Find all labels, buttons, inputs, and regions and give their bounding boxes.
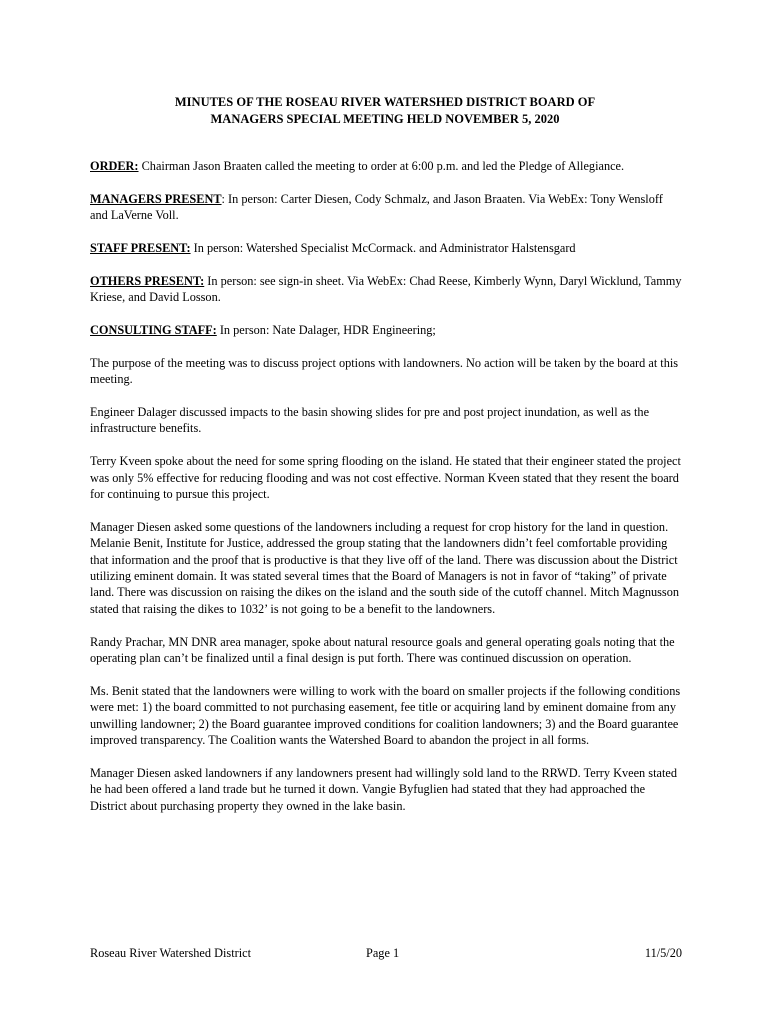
- managers-present-section: [90, 191, 682, 224]
- order-text: Chairman Jason Braaten called the meeting to order at 6:00 p.m. and led the Pledge of Allegiance.: [138, 159, 625, 173]
- title-line-1: MINUTES OF THE ROSEAU RIVER WATERSHED DISTRICT BOARD OF: [174, 95, 596, 109]
- page-footer: [90, 946, 682, 964]
- others-present-section: [90, 273, 682, 306]
- body-paragraph: The purpose of the meeting was to discuss project options with landowners. No action will be taken by the board at this meeting.: [90, 355, 679, 387]
- body-paragraph: Manager Diesen asked landowners if any landowners present had willingly sold land to the RRWD. Terry Kveen stated he had been offered a land trade but he turned it down. Vangie Byfuglien had stated that they had approached the District about purchasing property they owned in the lake basin.: [90, 765, 677, 813]
- footer-page-number: Page 1: [366, 946, 400, 960]
- body-paragraph: Randy Prachar, MN DNR area manager, spoke about natural resource goals and general operating goals noting that the operating plan can’t be finalized until a final design is put forth. There was continued discussion on operation.: [90, 634, 675, 666]
- body-paragraph: Terry Kveen spoke about the need for some spring flooding on the island. He stated that their engineer stated the project was only 5% effective for reducing flooding and was not cost effective. Norman Kveen stated that they resent the board for continuing to pursue this project.: [90, 454, 681, 502]
- order-section: [90, 158, 682, 174]
- body-paragraph: Engineer Dalager discussed impacts to the basin showing slides for pre and post project inundation, as well as the infrastructure benefits.: [90, 405, 650, 436]
- footer-organization: Roseau River Watershed District: [90, 946, 251, 960]
- order-label: ORDER:: [90, 159, 139, 173]
- staff-present-label: STAFF PRESENT:: [90, 241, 191, 255]
- others-present-text: In person: see sign-in sheet. Via WebEx: Chad Reese, Kimberly Wynn, Daryl Wicklund, Tammy Kriese, and David Losson.: [90, 273, 682, 305]
- staff-present-section: [90, 240, 682, 256]
- consulting-staff-section: [90, 322, 682, 338]
- body-paragraph: Manager Diesen asked some questions of the landowners including a request for crop history for the land in question. Melanie Benit, Institute for Justice, addressed the group stating that the landowners didn’t feel comfortable providing that information and the proof that is productive is that they live off of the land. There was discussion about the District utilizing eminent domain. It was stated several times that the Board of Managers is not in favor of “taking” of private land. There was discussion on raising the dikes on the island and the south side of the cutoff channel. Mitch Magnusson stated that raising the dikes to 1032’ is not going to be a benefit to the landowners.: [90, 519, 680, 616]
- consulting-staff-text: In person: Nate Dalager, HDR Engineering;: [216, 323, 436, 337]
- body-paragraph: Ms. Benit stated that the landowners were willing to work with the board on smaller projects if the following conditions were met: 1) the board committed to not purchasing easement, fee title or acquiring land by eminent domaine from any unwilling landowner; 2) the Board guarantee improved conditions for coalition landowners; 3) and the Board guarantee improved transparency. The Coalition wants the Watershed Board to abandon the project in all forms.: [90, 683, 681, 748]
- consulting-staff-label: CONSULTING STAFF:: [90, 323, 217, 337]
- managers-present-text: : In person: Carter Diesen, Cody Schmalz, and Jason Braaten. Via WebEx: Tony Wensloff and LaVerne Voll.: [90, 191, 663, 223]
- footer-date: 11/5/20: [644, 946, 682, 960]
- document-title: [90, 94, 680, 128]
- staff-present-text: In person: Watershed Specialist McCormack. and Administrator Halstensgard: [190, 241, 576, 255]
- others-present-label: OTHERS PRESENT:: [90, 273, 205, 288]
- managers-present-label: MANAGERS PRESENT: [90, 191, 222, 206]
- title-line-2: MANAGERS SPECIAL MEETING HELD NOVEMBER 5, 2020: [210, 112, 560, 126]
- document-body: [90, 158, 682, 830]
